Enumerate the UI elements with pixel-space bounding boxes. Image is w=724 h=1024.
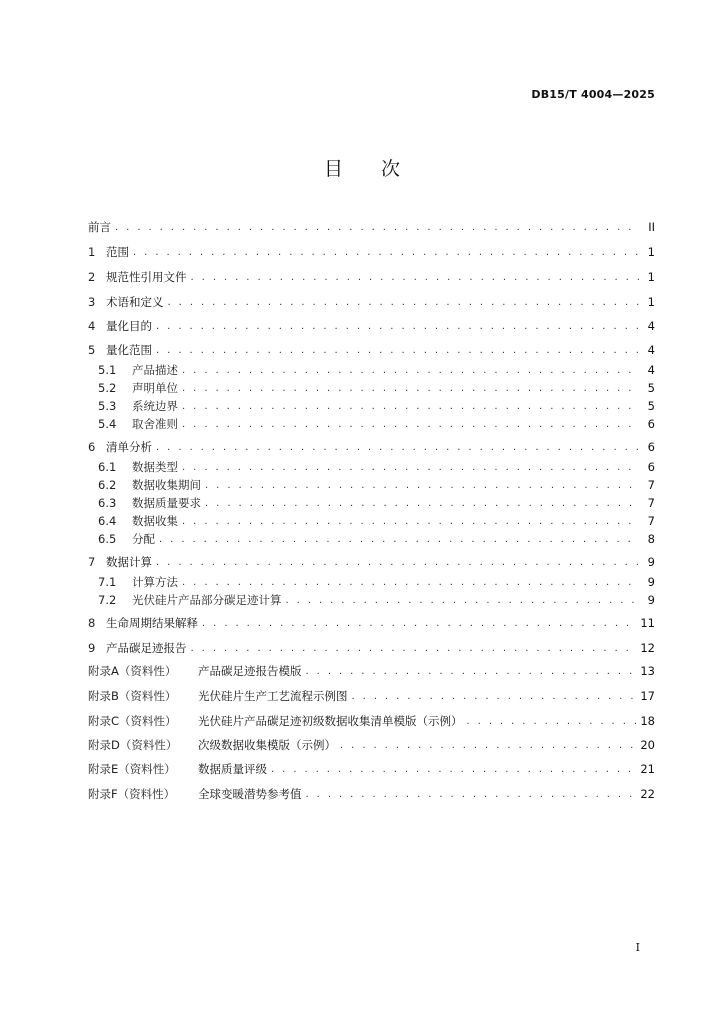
toc-entry-page: 6 bbox=[647, 417, 655, 431]
toc-entry-title: 光伏硅片产品碳足迹初级数据收集清单模版（示例） bbox=[198, 714, 463, 728]
dot-leader bbox=[271, 762, 636, 778]
toc-entry-number: 5.1 bbox=[98, 363, 117, 377]
toc-entry-number: 8 bbox=[88, 616, 96, 630]
toc-entry[interactable] bbox=[88, 639, 655, 657]
dot-leader bbox=[156, 319, 639, 335]
toc-entry-number: 7 bbox=[88, 555, 96, 569]
toc-entry-page: 8 bbox=[647, 532, 655, 546]
toc-entry-number: 4 bbox=[88, 319, 96, 333]
toc-entry-page: 4 bbox=[647, 319, 655, 333]
dot-leader bbox=[182, 399, 639, 415]
toc-entry-page: 22 bbox=[640, 787, 655, 801]
toc-entry-title: 量化范围 bbox=[106, 343, 152, 357]
toc-entry-title: 计算方法 bbox=[132, 575, 178, 589]
toc-entry-page: 4 bbox=[647, 363, 655, 377]
toc-entry[interactable] bbox=[88, 494, 655, 512]
toc-entry-number: 附录A（资料性） bbox=[88, 664, 177, 678]
toc-entry[interactable] bbox=[88, 317, 655, 335]
toc-entry-title: 术语和定义 bbox=[106, 295, 164, 309]
dot-leader bbox=[182, 417, 639, 433]
toc-entry-title: 数据计算 bbox=[106, 555, 152, 569]
dot-leader bbox=[182, 381, 639, 397]
standard-code: DB15/T 4004—2025 bbox=[531, 88, 655, 101]
dot-leader bbox=[306, 664, 637, 680]
toc-entry-number: 6.5 bbox=[98, 532, 117, 546]
toc-entry[interactable] bbox=[88, 553, 655, 571]
toc-entry-title: 数据类型 bbox=[132, 460, 178, 474]
toc-entry[interactable] bbox=[88, 243, 655, 261]
toc-entry[interactable] bbox=[88, 662, 655, 680]
toc-entry[interactable] bbox=[88, 438, 655, 456]
toc-entry-number: 3 bbox=[88, 295, 96, 309]
dot-leader bbox=[156, 440, 639, 456]
toc-entry-title: 次级数据收集模版（示例） bbox=[198, 738, 336, 752]
toc-entry-number: 5.2 bbox=[98, 381, 117, 395]
toc-entry-title: 量化目的 bbox=[106, 319, 152, 333]
toc-entry-page: 11 bbox=[640, 616, 655, 630]
toc-entry-number: 7.2 bbox=[98, 593, 117, 607]
toc-entry-title: 数据收集 bbox=[132, 514, 178, 528]
toc-entry-title: 清单分析 bbox=[106, 440, 152, 454]
toc-entry-number: 6.2 bbox=[98, 478, 117, 492]
toc-entry-page: 17 bbox=[640, 689, 655, 703]
toc-entry[interactable] bbox=[88, 687, 655, 705]
dot-leader bbox=[352, 689, 637, 705]
toc-entry-number: 1 bbox=[88, 245, 96, 259]
toc-entry-page: 1 bbox=[647, 245, 655, 259]
toc-entry[interactable] bbox=[88, 785, 655, 803]
toc-entry-title: 产品碳足迹报告模版 bbox=[198, 664, 302, 678]
toc-entry-title: 产品碳足迹报告 bbox=[106, 641, 187, 655]
toc-entry-page: 7 bbox=[647, 514, 655, 528]
toc-entry[interactable] bbox=[88, 458, 655, 476]
toc-entry-page: 7 bbox=[647, 496, 655, 510]
toc-entry[interactable] bbox=[88, 476, 655, 494]
toc-entry-number: 6.3 bbox=[98, 496, 117, 510]
toc-entry-number: 6.1 bbox=[98, 460, 117, 474]
toc-entry[interactable] bbox=[88, 379, 655, 397]
toc-entry-number: 附录E（资料性） bbox=[88, 762, 176, 776]
toc-entry-page: 13 bbox=[640, 664, 655, 678]
toc-entry[interactable] bbox=[88, 760, 655, 778]
toc-entry-title: 生命周期结果解释 bbox=[106, 616, 198, 630]
toc-entry-title: 范围 bbox=[106, 245, 129, 259]
toc-entry-number: 附录D（资料性） bbox=[88, 738, 178, 752]
toc-entry[interactable] bbox=[88, 614, 655, 632]
toc-entry-number: 附录B（资料性） bbox=[88, 689, 177, 703]
toc-entry-page: 4 bbox=[647, 343, 655, 357]
toc-entry-page: 12 bbox=[640, 641, 655, 655]
toc-entry-page: 6 bbox=[647, 440, 655, 454]
toc-entry-number: 7.1 bbox=[98, 575, 117, 589]
toc-entry-title: 规范性引用文件 bbox=[106, 270, 187, 284]
dot-leader bbox=[306, 787, 637, 803]
toc-entry-number: 6.4 bbox=[98, 514, 117, 528]
toc-entry-number: 2 bbox=[88, 270, 96, 284]
toc-entry-number: 附录C（资料性） bbox=[88, 714, 177, 728]
page-number: I bbox=[635, 941, 640, 954]
dot-leader bbox=[286, 593, 640, 609]
toc-entry-number: 附录F（资料性） bbox=[88, 787, 176, 801]
toc-entry-title: 取舍准则 bbox=[132, 417, 178, 431]
toc-entry[interactable] bbox=[88, 573, 655, 591]
dot-leader bbox=[191, 270, 640, 286]
dot-leader bbox=[182, 460, 639, 476]
toc-entry-number: 5.3 bbox=[98, 399, 117, 413]
dot-leader bbox=[168, 295, 640, 311]
dot-leader bbox=[133, 245, 639, 261]
toc-entry[interactable] bbox=[88, 397, 655, 415]
dot-leader bbox=[156, 555, 639, 571]
toc-entry[interactable] bbox=[88, 530, 655, 548]
dot-leader bbox=[205, 478, 639, 494]
dot-leader bbox=[340, 738, 636, 754]
toc-entry-page: 9 bbox=[647, 575, 655, 589]
dot-leader bbox=[202, 616, 636, 632]
toc-entry-title: 数据质量要求 bbox=[132, 496, 201, 510]
toc-entry[interactable] bbox=[88, 712, 655, 730]
dot-leader bbox=[182, 575, 639, 591]
toc-entry-page: 20 bbox=[640, 738, 655, 752]
toc-entry[interactable] bbox=[88, 341, 655, 359]
toc-entry-page: 18 bbox=[640, 714, 655, 728]
toc-entry-page: 1 bbox=[647, 270, 655, 284]
toc-entry[interactable] bbox=[88, 218, 655, 236]
toc-entry-number: 6 bbox=[88, 440, 96, 454]
dot-leader bbox=[205, 496, 639, 512]
toc-entry[interactable] bbox=[88, 736, 655, 754]
toc-entry-page: 9 bbox=[647, 555, 655, 569]
toc-entry-page: 7 bbox=[647, 478, 655, 492]
toc-entry[interactable] bbox=[88, 591, 655, 609]
toc-entry[interactable] bbox=[88, 415, 655, 433]
dot-leader bbox=[182, 514, 639, 530]
dot-leader bbox=[115, 220, 639, 236]
toc-entry-title: 前言 bbox=[88, 220, 111, 234]
toc-entry-title: 系统边界 bbox=[132, 399, 178, 413]
toc-entry-title: 全球变暖潜势参考值 bbox=[198, 787, 302, 801]
page-title: 目次 bbox=[323, 158, 438, 180]
toc-entry[interactable] bbox=[88, 293, 655, 311]
toc-entry[interactable] bbox=[88, 361, 655, 379]
dot-leader bbox=[156, 343, 639, 359]
toc-entry-title: 产品描述 bbox=[132, 363, 178, 377]
toc-entry-title: 光伏硅片生产工艺流程示例图 bbox=[198, 689, 348, 703]
dot-leader bbox=[159, 532, 639, 548]
toc-entry-page: 1 bbox=[647, 295, 655, 309]
dot-leader bbox=[191, 641, 637, 657]
dot-leader bbox=[467, 714, 637, 730]
toc-entry-page: II bbox=[648, 220, 655, 234]
toc-entry-number: 5.4 bbox=[98, 417, 117, 431]
toc-entry-number: 9 bbox=[88, 641, 96, 655]
toc-entry-page: 5 bbox=[647, 381, 655, 395]
toc-entry-title: 数据收集期间 bbox=[132, 478, 201, 492]
toc-entry-title: 光伏硅片产品部分碳足迹计算 bbox=[132, 593, 282, 607]
toc-entry-title: 数据质量评级 bbox=[198, 762, 267, 776]
toc-entry[interactable] bbox=[88, 268, 655, 286]
dot-leader bbox=[182, 363, 639, 379]
toc-entry-page: 5 bbox=[647, 399, 655, 413]
toc-entry-page: 6 bbox=[647, 460, 655, 474]
toc-entry-number: 5 bbox=[88, 343, 96, 357]
toc-entry-title: 声明单位 bbox=[132, 381, 178, 395]
toc-entry-page: 9 bbox=[647, 593, 655, 607]
toc-entry-title: 分配 bbox=[132, 532, 155, 546]
toc-entry-page: 21 bbox=[640, 762, 655, 776]
toc-entry[interactable] bbox=[88, 512, 655, 530]
